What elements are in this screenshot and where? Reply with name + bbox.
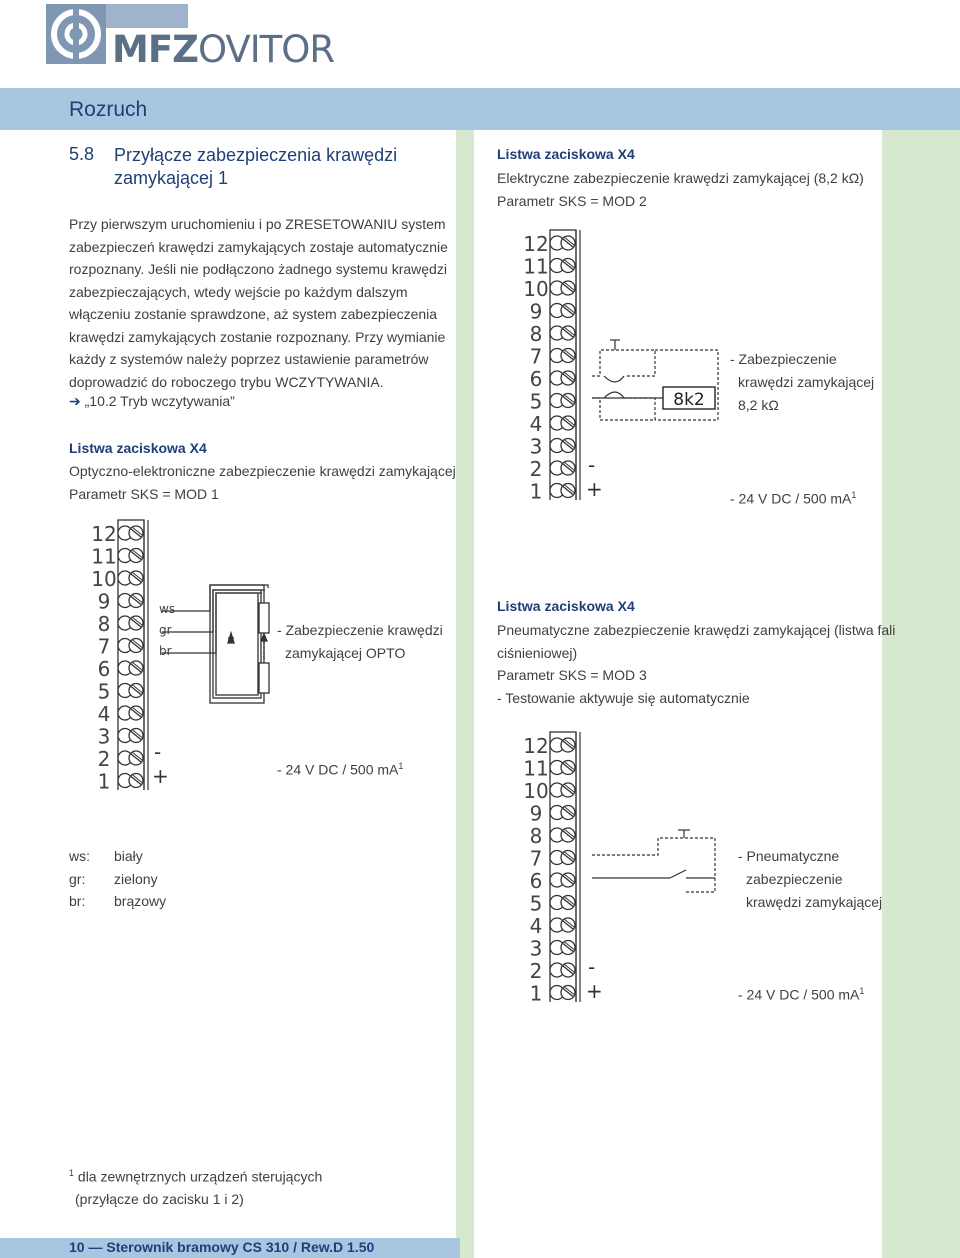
intro-paragraph: Przy pierwszym uruchomieniu i po ZRESETOWANIU system zabezpieczeń krawędzi zamykających zostaje automatycznie rozpoznany. Jeśli nie podłączono żadnego systemu krawędzi zabezpieczających, wtedy wejście po każdym dalszym włączeniu zostanie sprawdzone, aż system zabezpieczenia krawędzi zamykających zostanie rozpoznany. Przy wymianie każdy z systemów należy poprzez ustawienie parametrów doprowadzić do roboczego trybu WCZYTYWANIA. (69, 216, 448, 390)
terminal-number: 12 (91, 522, 117, 546)
opto-device-label-2: zamykającej OPTO (285, 645, 406, 661)
right-margin-strip (882, 130, 960, 1258)
opto-power-sup: 1 (398, 761, 404, 771)
terminal-number: 6 (529, 869, 543, 893)
pneu-block-note: - Testowanie aktywuje się automatycznie (497, 690, 750, 706)
page-footer (69, 1239, 374, 1255)
terminal-number: 10 (91, 567, 117, 591)
plus-label: + (152, 764, 169, 788)
terminal-number: 11 (91, 544, 117, 569)
legend-code: ws: (69, 848, 90, 864)
terminal-number: 7 (97, 634, 111, 659)
terminal-number: 4 (529, 412, 543, 436)
terminal-number: 7 (529, 344, 543, 369)
pneu-power-label (738, 980, 864, 1006)
pneu-block-param: Parametr SKS = MOD 3 (497, 667, 647, 683)
pneu-power-sup: 1 (859, 986, 865, 996)
legend-code: gr: (69, 870, 86, 887)
footer-dash: — (88, 1239, 103, 1255)
terminal-number: 10 (523, 277, 549, 301)
terminal-number: 6 (97, 657, 111, 681)
legend-row (69, 845, 166, 868)
terminal-strip (91, 520, 148, 790)
terminal-number: 4 (529, 914, 543, 938)
terminal-strip (523, 230, 580, 500)
pneu-block-subtitle-1: Pneumatyczne zabezpieczenie krawędzi zamykającej (listwa fali (497, 622, 896, 638)
footnote-line-1 (69, 1162, 322, 1188)
terminal-number: 12 (523, 734, 549, 758)
opto-transmitter (259, 603, 269, 633)
terminal-number: 8 (97, 612, 111, 636)
terminal-number: 11 (523, 756, 549, 781)
opto-block-title: Listwa zaciskowa X4 (69, 440, 207, 456)
cross-reference-text: „10.2 Tryb wczytywania” (84, 393, 235, 409)
terminal-number: 10 (523, 779, 549, 803)
opto-device-symbol (162, 585, 269, 703)
terminal-number: 9 (529, 801, 543, 826)
terminal-number: 5 (529, 891, 543, 916)
chapter-title: Rozruch (69, 98, 148, 121)
terminal-number: 6 (529, 367, 543, 391)
footnote-marker: 1 (69, 1168, 75, 1178)
opto-block-param: Parametr SKS = MOD 1 (69, 486, 219, 502)
terminal-number: 1 (97, 769, 111, 790)
opto-block-subtitle: Optyczno-elektroniczne zabezpieczenie krawędzi zamykającej (69, 463, 456, 479)
pneu-wiring-diagram (500, 730, 740, 1002)
pneu-device-label-2: zabezpieczenie (746, 871, 843, 887)
wire-ws-label: ws (159, 602, 176, 616)
terminal-number: 11 (523, 254, 549, 279)
pneu-power-text: - 24 V DC / 500 mA (738, 986, 860, 1003)
terminal-number: 1 (529, 479, 543, 500)
terminal-number: 8 (529, 824, 543, 848)
footer-title: Sterownik bramowy CS 310 / Rew.D 1.50 (106, 1239, 375, 1255)
elec-wiring-diagram (500, 228, 740, 500)
opto-power-text: - 24 V DC / 500 mA (277, 761, 399, 778)
pneu-device-label-3: krawędzi zamykającej (746, 894, 883, 910)
cross-reference[interactable] (69, 393, 235, 410)
opto-power-label (277, 755, 403, 781)
page-number: 10 (69, 1239, 85, 1255)
terminal-number: 12 (523, 232, 549, 256)
legend-name: brązowy (114, 893, 167, 909)
terminal-number: 7 (529, 846, 543, 871)
terminal-number: 9 (97, 589, 111, 614)
minus-label: - (588, 453, 596, 477)
footnote-line-2: (przyłącze do zacisku 1 i 2) (75, 1190, 244, 1207)
elec-power-text: - 24 V DC / 500 mA (730, 490, 852, 507)
terminal-number: 3 (97, 724, 111, 749)
terminal-strip (523, 732, 580, 1002)
logo-wordmark (112, 28, 334, 71)
legend-code: br: (69, 893, 86, 909)
wire-br-label: br (159, 644, 172, 658)
footnote (69, 1162, 322, 1210)
elec-block-param: Parametr SKS = MOD 2 (497, 193, 647, 209)
terminal-number: 2 (529, 959, 543, 983)
color-legend (69, 845, 166, 913)
elec-device-label-1: - Zabezpieczenie (730, 351, 837, 367)
legend-name: zielony (114, 870, 158, 887)
logo-text-light: OVITOR (197, 28, 335, 71)
plus-label: + (586, 979, 603, 1002)
legend-row (69, 868, 166, 891)
legend-row (69, 890, 166, 913)
pneu-block-subtitle-2: ciśnieniowej) (497, 645, 578, 661)
pressure-switch-symbol (592, 830, 715, 892)
terminal-number: 3 (529, 936, 543, 961)
opto-device-label-1: - Zabezpieczenie krawędzi (277, 622, 443, 638)
elec-device-label-2: krawędzi zamykającej (738, 374, 875, 390)
minus-label: - (154, 740, 162, 764)
section-title: Przyłącze zabezpieczenia krawędzi zamykającej 1 (114, 145, 398, 188)
minus-label: - (588, 955, 596, 979)
elec-power-label (730, 484, 856, 510)
terminal-number: 5 (97, 679, 111, 704)
elec-device-label-3: 8,2 kΩ (738, 397, 779, 413)
legend-name: biały (114, 848, 143, 864)
wire-gr-label: gr (159, 623, 172, 637)
pneu-device-label-1: - Pneumatyczne (738, 848, 840, 864)
terminal-number: 2 (529, 457, 543, 481)
terminal-number: 3 (529, 434, 543, 459)
opto-device-housing (210, 585, 264, 703)
terminal-number: 8 (529, 322, 543, 346)
section-number: 5.8 (69, 144, 95, 164)
terminal-number: 1 (529, 981, 543, 1002)
terminal-number: 9 (529, 299, 543, 324)
opto-receiver (259, 663, 269, 693)
terminal-number: 5 (529, 389, 543, 414)
logo-text-bold: MFZ (112, 28, 198, 71)
elec-block-subtitle: Elektryczne zabezpieczenie krawędzi zamykającej (8,2 kΩ) (497, 170, 864, 186)
arrow-right-icon: ➔ (69, 393, 81, 409)
elec-block-title: Listwa zaciskowa X4 (497, 146, 635, 162)
terminal-number: 4 (97, 702, 111, 726)
footnote-text-1: dla zewnętrznych urządzeń sterujących (77, 1168, 323, 1185)
resistor-label: 8k2 (673, 390, 705, 410)
terminal-number: 2 (97, 747, 111, 771)
pneu-block-title: Listwa zaciskowa X4 (497, 598, 635, 614)
elec-power-sup: 1 (851, 490, 857, 500)
plus-label: + (586, 477, 603, 500)
